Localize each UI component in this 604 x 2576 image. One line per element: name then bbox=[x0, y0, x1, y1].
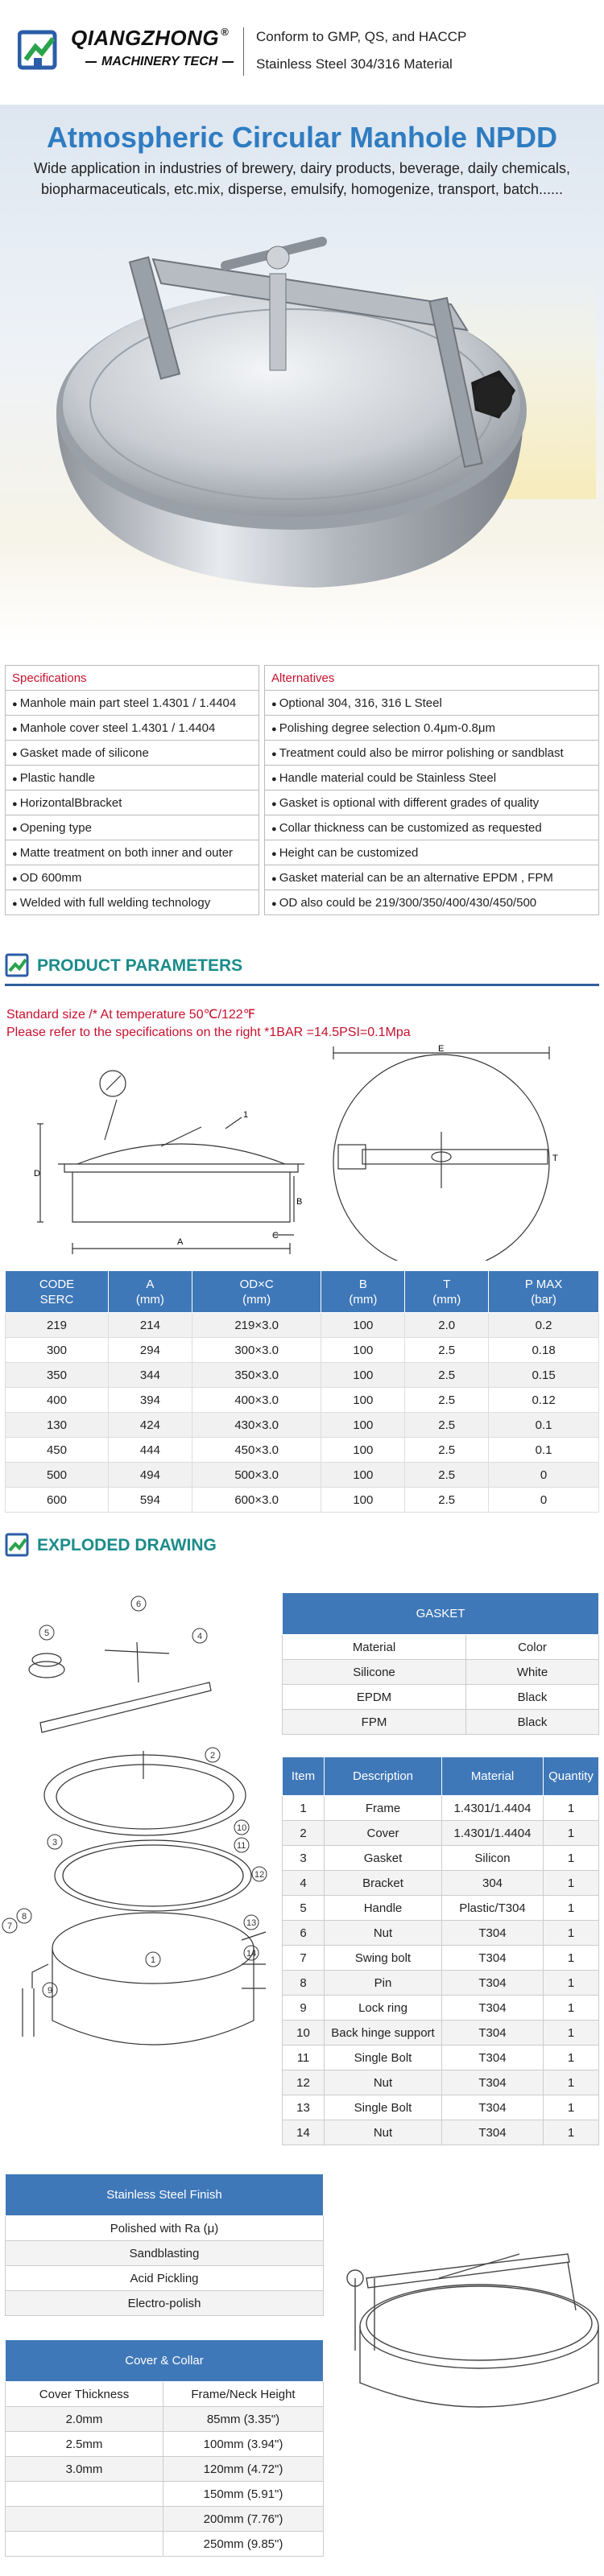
table-row: Polished with Ra (μ) bbox=[6, 2216, 324, 2241]
exploded-drawing bbox=[0, 1586, 278, 2117]
page-header bbox=[0, 0, 604, 105]
table-row: 8 Pin T304 1 bbox=[283, 1971, 599, 1996]
brand-name: QIANGZHONG ® bbox=[71, 26, 230, 50]
alternative-item: ● Optional 304, 316, 316 L Steel bbox=[265, 691, 599, 716]
section-logo-icon bbox=[5, 1533, 29, 1557]
parameters-table bbox=[5, 1270, 599, 1513]
table-row: 150mm (5.91") bbox=[6, 2482, 324, 2507]
table-row: Sandblasting bbox=[6, 2241, 324, 2266]
callout-1: 1 bbox=[151, 1955, 156, 1965]
table-row: 10 Back hinge support T304 1 bbox=[283, 2021, 599, 2046]
section-logo-icon bbox=[5, 953, 29, 977]
exploded-drawing-header bbox=[5, 1530, 599, 1562]
dim-label-a: A bbox=[177, 1237, 184, 1247]
dim-label-b: B bbox=[296, 1197, 303, 1207]
hero-section bbox=[0, 105, 604, 644]
callout-9: 9 bbox=[48, 1986, 53, 1996]
column-header: P MAX (bar) bbox=[489, 1271, 599, 1313]
column-header: B (mm) bbox=[321, 1271, 405, 1313]
dim-label-d: D bbox=[34, 1169, 40, 1179]
alternative-item: ● Handle material could be Stainless Steel bbox=[265, 766, 599, 791]
table-row: Silicone White bbox=[283, 1660, 599, 1685]
callout-4: 4 bbox=[197, 1632, 203, 1641]
table-row: 7 Swing bolt T304 1 bbox=[283, 1946, 599, 1971]
product-title: Atmospheric Circular Manhole NPDD bbox=[46, 121, 558, 154]
gasket-title: GASKET bbox=[283, 1593, 599, 1635]
alternatives-heading: Alternatives bbox=[265, 666, 599, 691]
company-logo-icon bbox=[18, 27, 58, 72]
spec-item: ● HorizontalBbracket bbox=[6, 791, 259, 815]
column-header: Material bbox=[442, 1757, 544, 1796]
section-rule bbox=[5, 984, 599, 986]
manhole-product-image bbox=[0, 209, 604, 644]
column-header: CODE SERC bbox=[6, 1271, 109, 1313]
spec-item: ● Gasket made of silicone bbox=[6, 741, 259, 766]
section-title: PRODUCT PARAMETERS bbox=[37, 956, 243, 975]
cover-collar-table bbox=[5, 2339, 324, 2557]
specifications-table bbox=[5, 665, 259, 915]
callout-2: 2 bbox=[210, 1751, 216, 1761]
alternative-item: ● Collar thickness can be customized as requested bbox=[265, 815, 599, 840]
table-row: 600 594 600×3.0 100 2.5 0 bbox=[6, 1488, 599, 1513]
table-row: 2 Cover 1.4301/1.4404 1 bbox=[283, 1821, 599, 1846]
column-header: Cover Thickness bbox=[6, 2382, 163, 2407]
dim-label-1: 1 bbox=[243, 1110, 249, 1120]
table-row: 12 Nut T304 1 bbox=[283, 2070, 599, 2095]
spec-item: ● Welded with full welding technology bbox=[6, 890, 259, 915]
table-row: 5 Handle Plastic/T304 1 bbox=[283, 1896, 599, 1921]
table-row: 6 Nut T304 1 bbox=[283, 1921, 599, 1946]
callout-13: 13 bbox=[246, 1918, 257, 1928]
column-header: Material bbox=[283, 1635, 466, 1660]
callout-5: 5 bbox=[44, 1629, 50, 1638]
pressure-note: Please refer to the specifications on the right *1BAR =14.5PSI=0.1Mpa bbox=[6, 1026, 411, 1039]
table-row: 1 Frame 1.4301/1.4404 1 bbox=[283, 1796, 599, 1821]
spec-item: ● Manhole main part steel 1.4301 / 1.4404 bbox=[6, 691, 259, 716]
callout-14: 14 bbox=[246, 1949, 257, 1959]
product-parameters-header bbox=[5, 950, 599, 982]
table-row: 400 394 400×3.0 100 2.5 0.12 bbox=[6, 1388, 599, 1413]
dimension-drawing bbox=[0, 1043, 604, 1261]
alternative-item: ● Height can be customized bbox=[265, 840, 599, 865]
callout-12: 12 bbox=[254, 1870, 265, 1880]
spec-item: ● OD 600mm bbox=[6, 865, 259, 890]
table-row: 2.0mm 85mm (3.35") bbox=[6, 2407, 324, 2432]
callout-11: 11 bbox=[237, 1841, 246, 1851]
table-row: FPM Black bbox=[283, 1710, 599, 1735]
table-row: 14 Nut T304 1 bbox=[283, 2120, 599, 2145]
alternative-item: ● Gasket material can be an alternative EPDM , FPM bbox=[265, 865, 599, 890]
temperature-note: Standard size /* At temperature 50℃/122℉ bbox=[6, 1008, 255, 1022]
alternative-item: ● Polishing degree selection 0.4μm-0.8μm bbox=[265, 716, 599, 741]
column-header: T (mm) bbox=[405, 1271, 489, 1313]
table-row: Electro-polish bbox=[6, 2291, 324, 2316]
alternative-item: ● Gasket is optional with different grades of quality bbox=[265, 791, 599, 815]
parts-table bbox=[282, 1757, 599, 2145]
brand-subtitle: MACHINERY TECH bbox=[81, 55, 238, 69]
product-description: Wide application in industries of brewery, dairy products, beverage, daily chemicals, biopharmaceuticals, etc.mix, disperse, emulsify, homogenize, transport, batch...... bbox=[34, 160, 570, 197]
table-row: 11 Single Bolt T304 1 bbox=[283, 2046, 599, 2070]
table-row: 350 344 350×3.0 100 2.5 0.15 bbox=[6, 1363, 599, 1388]
spec-item: ● Matte treatment on both inner and outer bbox=[6, 840, 259, 865]
dim-label-c: C bbox=[272, 1231, 279, 1241]
spec-item: ● Opening type bbox=[6, 815, 259, 840]
compliance-line: Conform to GMP, QS, and HACCP bbox=[256, 29, 467, 44]
table-row: 500 494 500×3.0 100 2.5 0 bbox=[6, 1463, 599, 1488]
column-header: Frame/Neck Height bbox=[163, 2382, 324, 2407]
alternative-item: ● OD also could be 219/300/350/400/430/450/500 bbox=[265, 890, 599, 915]
table-row: 3.0mm 120mm (4.72") bbox=[6, 2457, 324, 2482]
table-row: 13 Single Bolt T304 1 bbox=[283, 2095, 599, 2120]
table-row: 2.5mm 100mm (3.94") bbox=[6, 2432, 324, 2457]
table-row: Acid Pickling bbox=[6, 2266, 324, 2291]
table-row: 9 Lock ring T304 1 bbox=[283, 1996, 599, 2021]
finish-table bbox=[5, 2174, 324, 2316]
column-header: Color bbox=[465, 1635, 598, 1660]
alternatives-table bbox=[264, 665, 599, 915]
callout-7: 7 bbox=[7, 1922, 13, 1931]
spec-item: ● Plastic handle bbox=[6, 766, 259, 791]
column-header: Item bbox=[283, 1757, 325, 1796]
callout-3: 3 bbox=[52, 1838, 58, 1847]
table-row: 200mm (7.76") bbox=[6, 2507, 324, 2532]
table-row: 130 424 430×3.0 100 2.5 0.1 bbox=[6, 1413, 599, 1438]
dim-label-e: E bbox=[438, 1044, 445, 1054]
callout-10: 10 bbox=[237, 1823, 247, 1833]
table-row: 3 Gasket Silicon 1 bbox=[283, 1846, 599, 1871]
table-row: 219 214 219×3.0 100 2.0 0.2 bbox=[6, 1313, 599, 1338]
section-title: EXPLODED DRAWING bbox=[37, 1536, 217, 1554]
finish-title: Stainless Steel Finish bbox=[6, 2174, 324, 2216]
table-row: 450 444 450×3.0 100 2.5 0.1 bbox=[6, 1438, 599, 1463]
material-line: Stainless Steel 304/316 Material bbox=[256, 56, 453, 72]
table-row: EPDM Black bbox=[283, 1685, 599, 1710]
column-header: Quantity bbox=[544, 1757, 599, 1796]
spec-item: ● Manhole cover steel 1.4301 / 1.4404 bbox=[6, 716, 259, 741]
table-row: 250mm (9.85") bbox=[6, 2532, 324, 2557]
table-row: 300 294 300×3.0 100 2.5 0.18 bbox=[6, 1338, 599, 1363]
column-header: A (mm) bbox=[108, 1271, 192, 1313]
column-header: OD×C (mm) bbox=[192, 1271, 321, 1313]
alternative-item: ● Treatment could also be mirror polishing or sandblast bbox=[265, 741, 599, 766]
table-row: 4 Bracket 304 1 bbox=[283, 1871, 599, 1896]
specifications-heading: Specifications bbox=[6, 666, 259, 691]
callout-6: 6 bbox=[136, 1600, 142, 1609]
column-header: Description bbox=[325, 1757, 442, 1796]
dim-label-t: T bbox=[552, 1154, 558, 1163]
header-divider bbox=[243, 27, 244, 76]
gasket-table bbox=[282, 1592, 599, 1735]
cover-collar-title: Cover & Collar bbox=[6, 2340, 324, 2382]
callout-8: 8 bbox=[22, 1912, 27, 1922]
manhole-line-drawing bbox=[326, 2230, 604, 2471]
